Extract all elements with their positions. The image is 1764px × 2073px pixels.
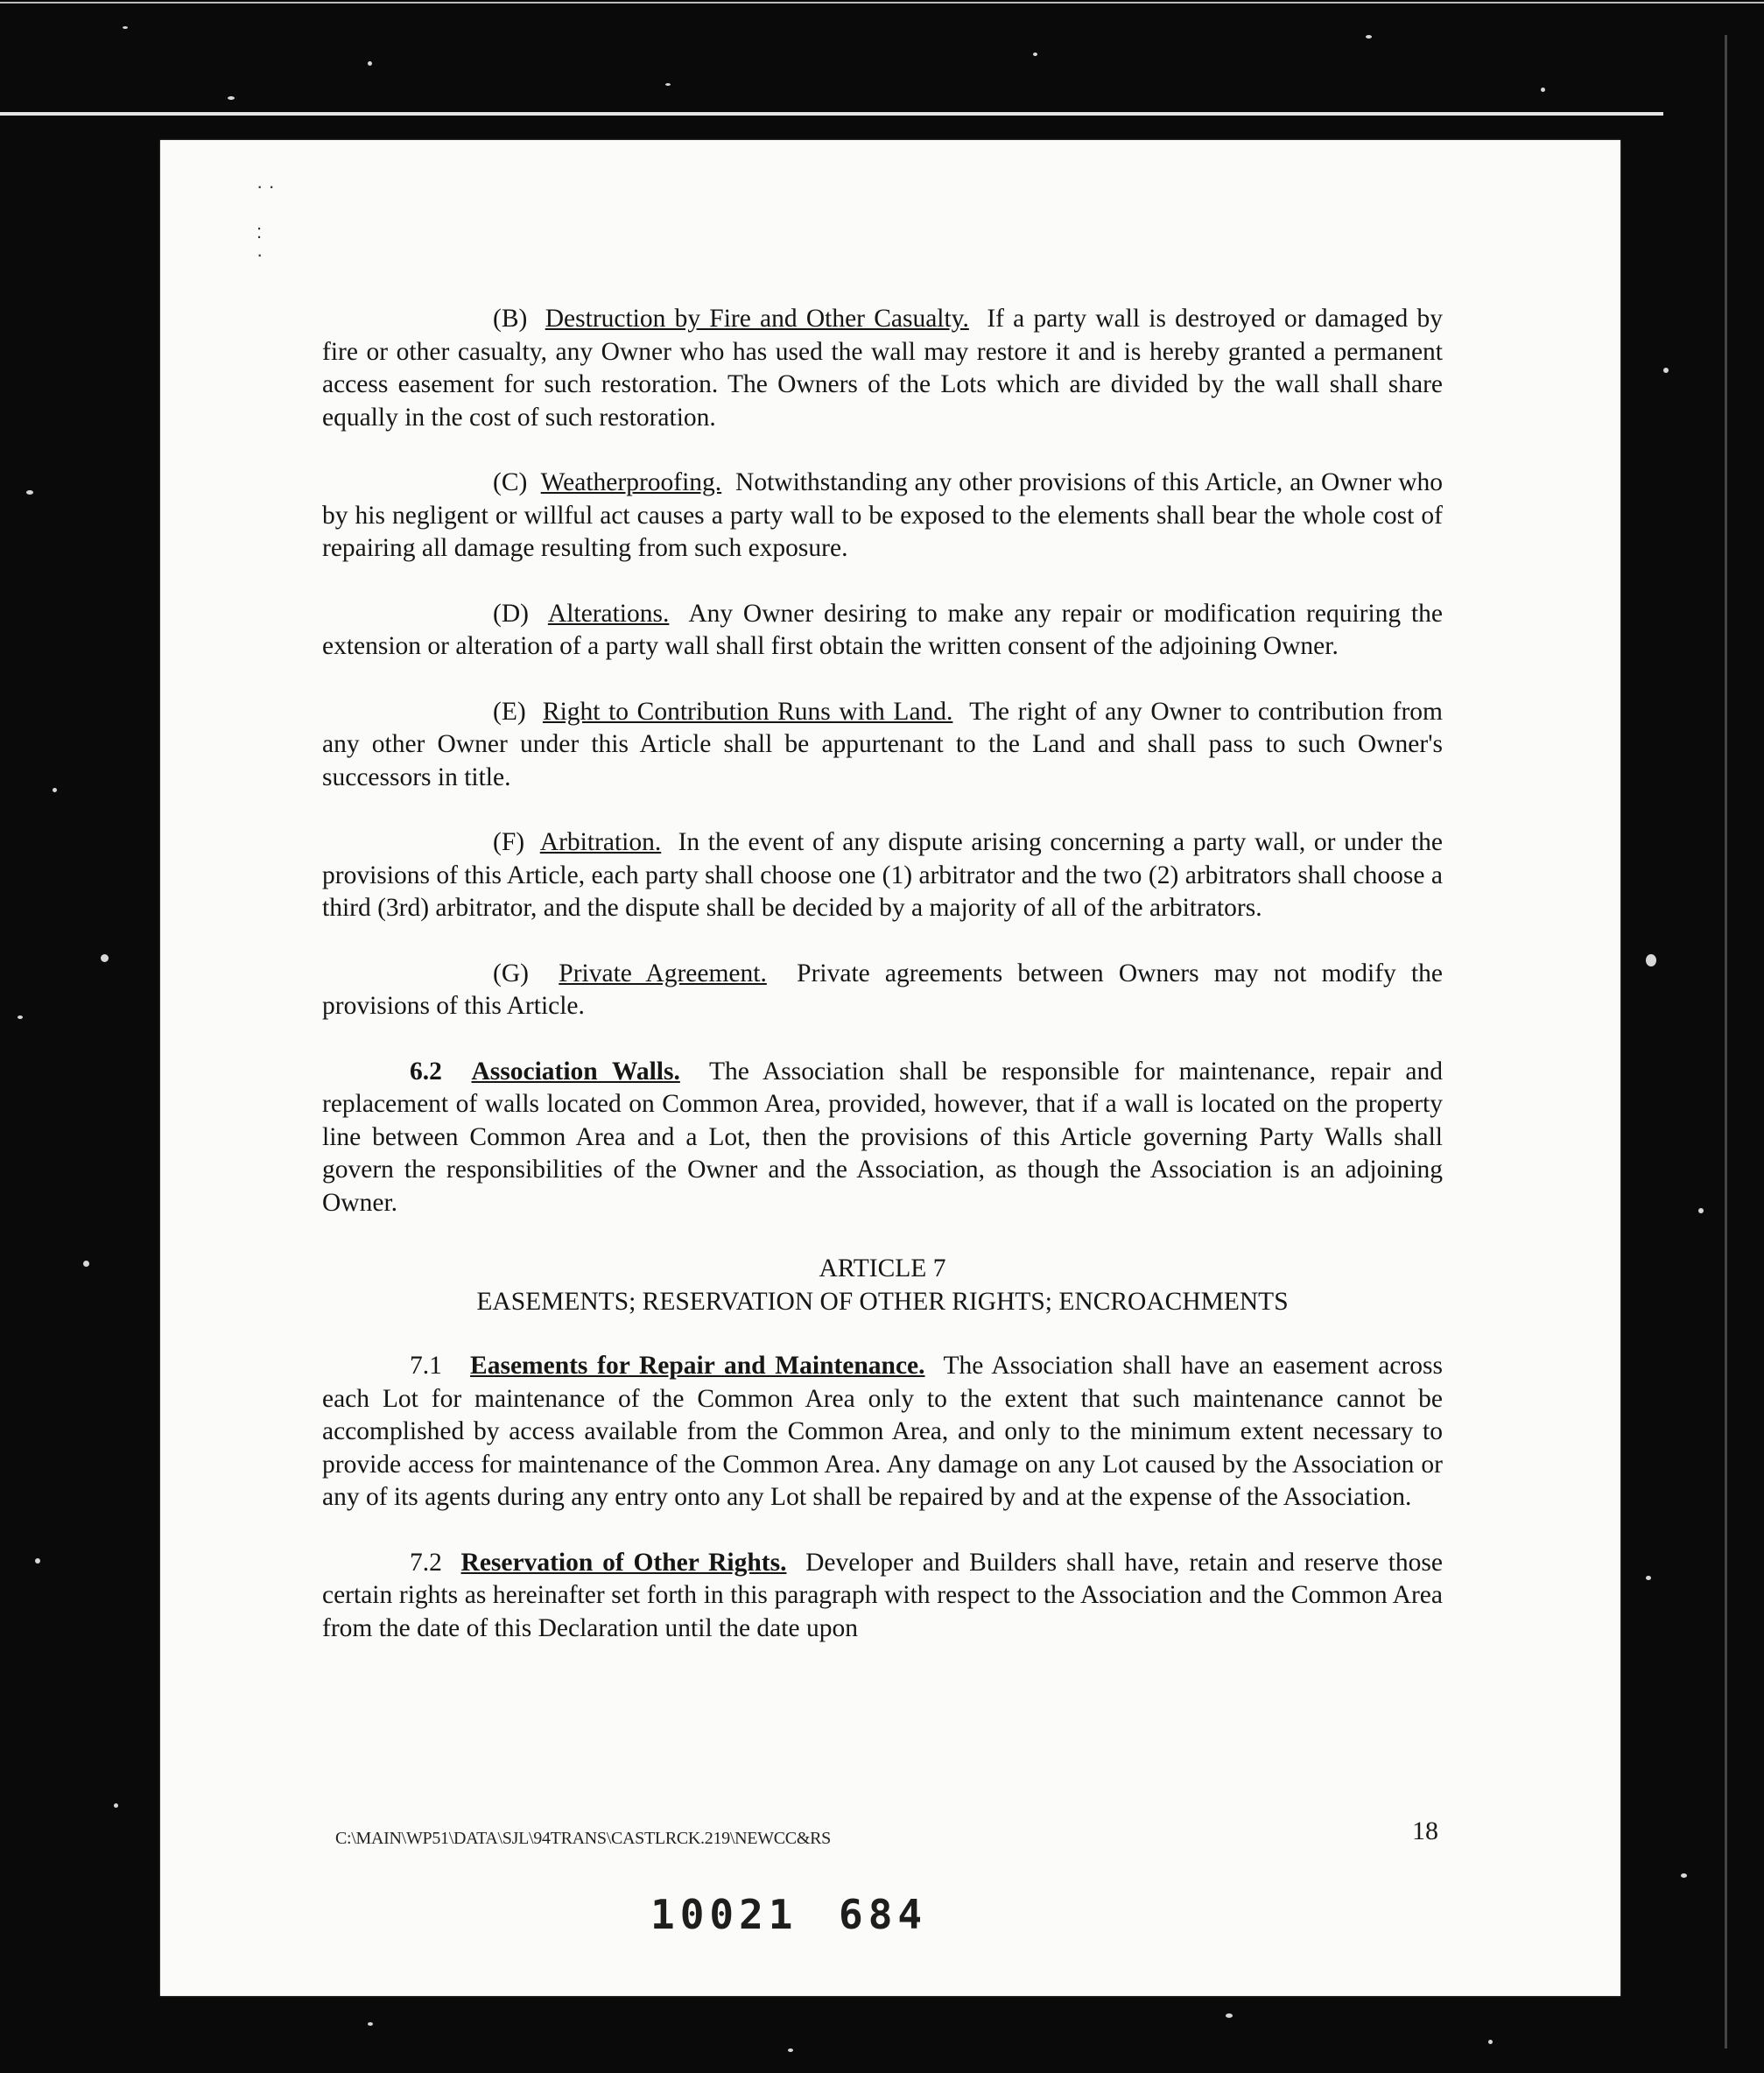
scan-speck bbox=[1698, 1208, 1704, 1213]
scan-speck bbox=[1541, 88, 1545, 92]
section-number: 6.2 bbox=[410, 1057, 442, 1086]
section-title: Easements for Repair and Maintenance. bbox=[470, 1352, 925, 1380]
paragraph-title: Weatherproofing. bbox=[540, 468, 722, 496]
scan-speck bbox=[83, 1261, 89, 1267]
scan-speck bbox=[18, 1015, 23, 1019]
scan-speck bbox=[123, 26, 128, 29]
paragraph-c bbox=[322, 467, 1443, 566]
paragraph-label: (F) bbox=[493, 828, 525, 856]
scan-speck bbox=[788, 2048, 793, 2052]
scan-speck bbox=[665, 83, 671, 86]
scan-speck bbox=[1033, 53, 1037, 56]
paragraph-d bbox=[322, 598, 1443, 664]
paragraph-g bbox=[322, 958, 1443, 1023]
scan-speck bbox=[1226, 2013, 1233, 2018]
paragraph-label: (C) bbox=[493, 468, 528, 496]
paragraph-b bbox=[322, 303, 1443, 434]
file-path: C:\MAIN\WP51\DATA\SJL\94TRANS\CASTLRCK.219\NEWCC&RS bbox=[335, 1829, 831, 1848]
scan-speck bbox=[1681, 1873, 1687, 1878]
paragraph-text: The right of any Owner to contribution from any other Owner under this Article shall be appurtenant to the Land and shall pass to such Owner's successors in title. bbox=[322, 697, 1444, 791]
section-title: Reservation of Other Rights. bbox=[460, 1548, 787, 1577]
scan-speck bbox=[368, 2022, 373, 2026]
scan-speck bbox=[1646, 1576, 1651, 1580]
paragraph-label: (G) bbox=[493, 959, 529, 987]
section-7-2 bbox=[322, 1547, 1443, 1646]
section-text: The Association shall be responsible for maintenance, repair and replacement of walls located on Common Area, provided, however, that if a wall is located on the property line between Common Area and a Lot, then the provisions of this Article governing Party Walls shall govern the responsibilities of the Owner and the Association, as though the Association is an adjoining Owner. bbox=[322, 1057, 1444, 1217]
paragraph-title: Destruction by Fire and Other Casualty. bbox=[545, 305, 969, 333]
scan-speck bbox=[368, 61, 372, 66]
paragraph-label: (D) bbox=[493, 599, 529, 628]
document-body bbox=[322, 303, 1443, 1677]
paragraph-title: Right to Contribution Runs with Land. bbox=[542, 697, 953, 726]
scan-speck bbox=[1646, 954, 1656, 966]
paragraph-text: Notwithstanding any other provisions of this Article, an Owner who by his negligent or willful act causes a party wall to be exposed to the elements shall bear the whole cost of repairing all damage resulting from such exposure. bbox=[322, 468, 1444, 562]
paragraph-title: Arbitration. bbox=[539, 828, 662, 856]
paragraph-title: Alterations. bbox=[547, 599, 670, 628]
scanner-edge-line bbox=[0, 112, 1663, 116]
scan-speck bbox=[26, 490, 33, 495]
paragraph-text: If a party wall is destroyed or damaged by fire or other casualty, any Owner who has used the wall may restore it and is hereby granted a permanent access easement for such restoration. The Owners of the Lots which are divided by the wall shall share equally in the cost of such restoration. bbox=[322, 305, 1444, 432]
article-title: EASEMENTS; RESERVATION OF OTHER RIGHTS; ENCROACHMENTS bbox=[476, 1288, 1289, 1316]
paragraph-label: (B) bbox=[493, 305, 528, 333]
paragraph-title: Private Agreement. bbox=[559, 959, 767, 987]
section-number: 7.1 bbox=[410, 1352, 442, 1380]
scan-speck bbox=[35, 1558, 40, 1564]
scan-speck bbox=[101, 954, 109, 962]
scan-speck bbox=[53, 788, 57, 792]
scan-speck bbox=[1488, 2040, 1493, 2044]
scan-speck bbox=[1663, 368, 1669, 373]
paragraph-f bbox=[322, 826, 1443, 925]
margin-marks: · · : · bbox=[257, 175, 275, 265]
section-title: Association Walls. bbox=[471, 1057, 680, 1086]
paragraph-text: In the event of any dispute arising concerning a party wall, or under the provisions of this Article, each party shall choose one (1) arbitrator and the two (2) arbitrators shall choose a third (3rd) arbitrator, and the dispute shall be decided by a majority of all of the arbitrators. bbox=[322, 828, 1444, 922]
scan-speck bbox=[114, 1803, 118, 1808]
section-text: The Association shall have an easement across each Lot for maintenance of the Common Area only to the extent that such maintenance cannot be accomplished by access available from the Common Area, and only to the minimum extent necessary to provide access for maintenance of the Common Area. Any damage on any Lot caused by the Association or any of its agents during any entry onto any Lot shall be repaired by and at the expense of the Association. bbox=[322, 1352, 1443, 1511]
scanner-edge-line bbox=[1725, 35, 1727, 2048]
paragraph-label: (E) bbox=[493, 697, 526, 726]
scan-speck bbox=[1366, 35, 1372, 39]
recording-page-number: 684 bbox=[839, 1891, 928, 1938]
scanner-edge-line bbox=[0, 2, 1764, 4]
document-page bbox=[160, 140, 1620, 1996]
paragraph-text: Any Owner desiring to make any repair or modification requiring the extension or alteration of a party wall shall first obtain the written consent of the adjoining Owner. bbox=[322, 599, 1444, 660]
section-6-2 bbox=[322, 1056, 1443, 1220]
paragraph-e bbox=[322, 696, 1443, 795]
section-number: 7.2 bbox=[410, 1548, 442, 1577]
paragraph-text: Private agreements between Owners may not modify the provisions of this Article. bbox=[322, 959, 1444, 1020]
page-number: 18 bbox=[1412, 1817, 1438, 1845]
recording-book-number: 10021 bbox=[650, 1891, 798, 1938]
section-text: Developer and Builders shall have, retain and reserve those certain rights as hereinafter set forth in this paragraph with respect to the Association and the Common Area from the date of this Declaration until the date upon bbox=[322, 1548, 1444, 1642]
article-number: ARTICLE 7 bbox=[819, 1254, 946, 1282]
scan-speck bbox=[228, 96, 235, 100]
section-7-1 bbox=[322, 1350, 1443, 1514]
